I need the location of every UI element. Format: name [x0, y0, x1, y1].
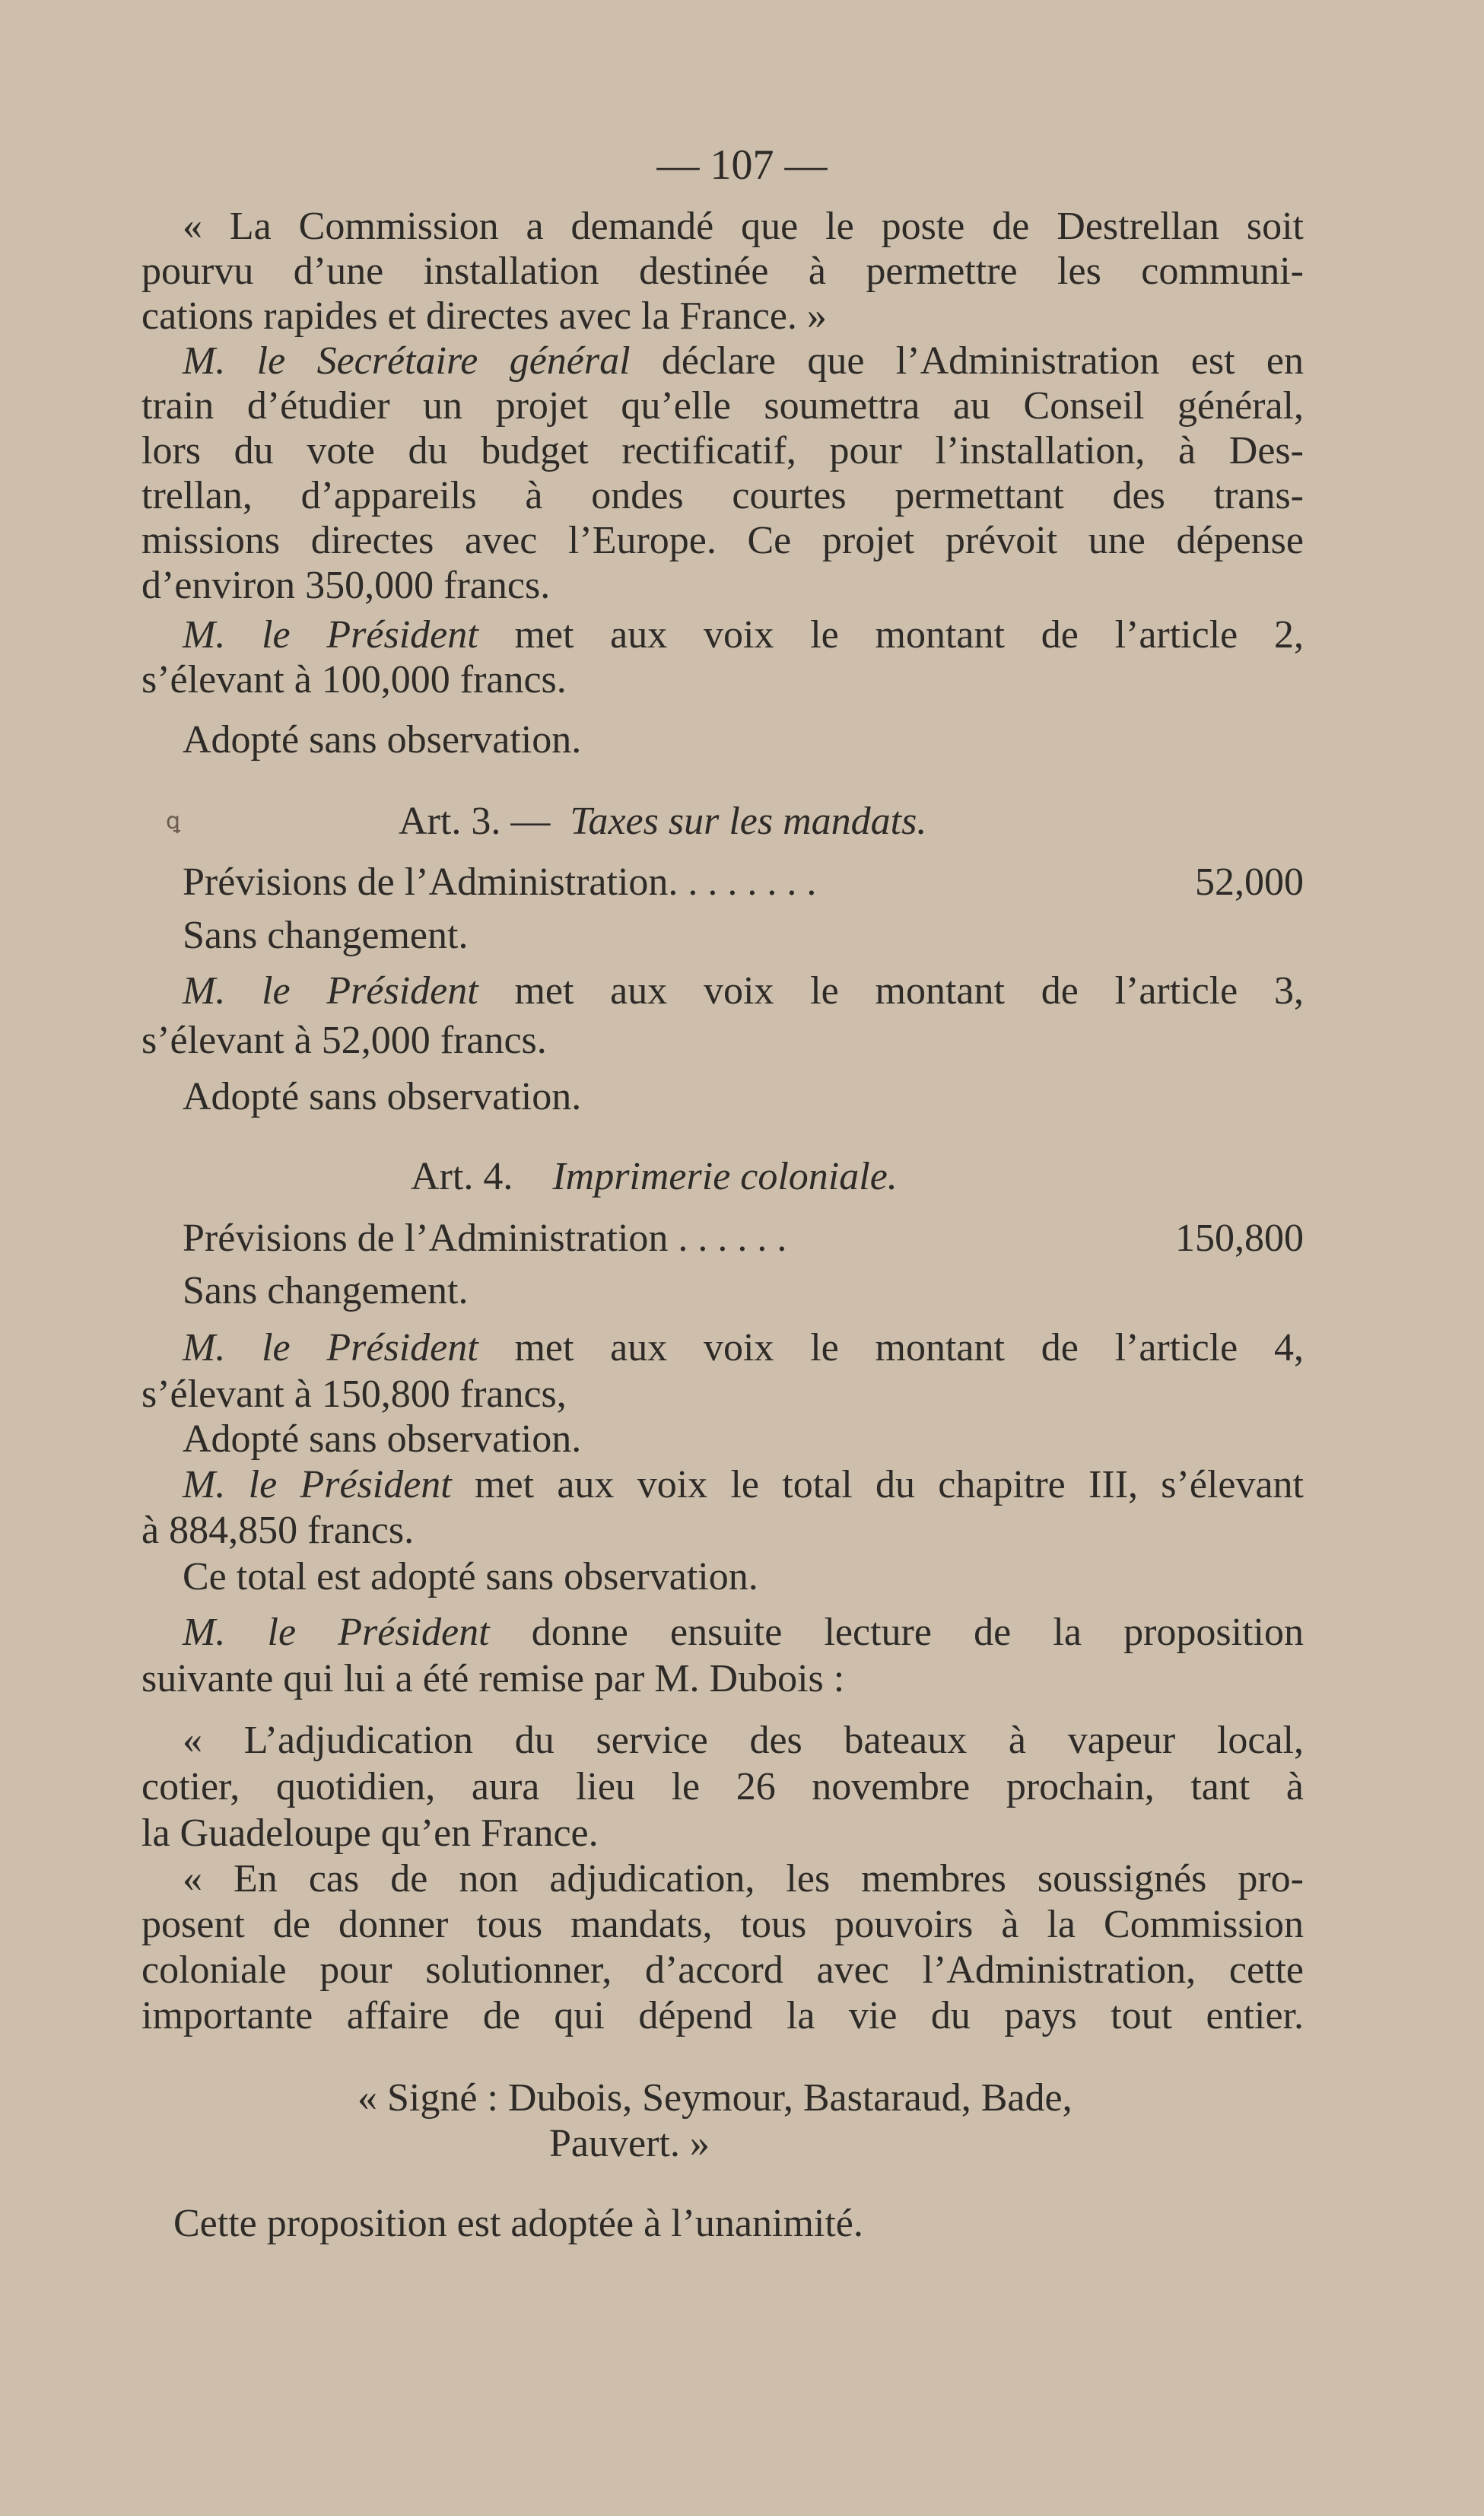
text-line: M. le Secrétaire général déclare que l’Administration est en	[183, 339, 1304, 383]
text-line: M. le Président met aux voix le montant de l’article 3,	[183, 969, 1304, 1013]
text-line: Sans changement.	[183, 914, 469, 957]
speaker-name: M. le Président	[183, 1463, 452, 1506]
text-line: d’environ 350,000 francs.	[141, 564, 551, 607]
text-line: s’élevant à 100,000 francs.	[141, 658, 567, 701]
signatories: Pauvert. »	[549, 2122, 710, 2165]
text-line: « L’adjudication du service des bateaux à vapeur local,	[183, 1719, 1304, 1762]
speaker-name: M. le Président	[183, 613, 478, 657]
text-line: importante affaire de qui dépend la vie du pays tout entier.	[141, 1994, 1304, 2037]
text-line: Adopté sans observation.	[183, 1417, 582, 1461]
text-line: M. le Président met aux voix le montant de l’article 4,	[183, 1326, 1304, 1369]
text-line: « La Commission a demandé que le poste de Destrellan soit	[183, 205, 1304, 248]
speaker-name: M. le Président	[183, 1611, 490, 1654]
text-line: coloniale pour solutionner, d’accord avec l’Administration, cette	[141, 1948, 1304, 1992]
text-line: Ce total est adopté sans observation.	[183, 1555, 758, 1598]
text-line: M. le Président donne ensuite lecture de la proposition	[183, 1611, 1304, 1654]
text-line: Adopté sans observation.	[183, 1075, 582, 1118]
speaker-name: M. le Président	[183, 1326, 478, 1369]
text-line: trellan, d’appareils à ondes courtes permettant des trans-	[141, 474, 1304, 517]
forecast-row: Prévisions de l’Administration . . . . . . 150,800	[183, 1217, 1304, 1260]
speaker-name: M. le Secrétaire général	[183, 339, 631, 383]
text-line: s’élevant à 150,800 francs,	[141, 1373, 567, 1416]
forecast-row: Prévisions de l’Administration. . . . . . . . 52,000	[183, 860, 1304, 904]
text-line: s’élevant à 52,000 francs.	[141, 1019, 547, 1062]
text-line: M. le Président met aux voix le montant de l’article 2,	[183, 613, 1304, 657]
text-line: Sans changement.	[183, 1269, 469, 1312]
ink-mark: ꝗ	[166, 809, 181, 834]
text-line: suivante qui lui a été remise par M. Dubois :	[141, 1657, 845, 1700]
speaker-name: M. le Président	[183, 969, 478, 1013]
text-line: train d’étudier un projet qu’elle soumettra au Conseil général,	[141, 384, 1304, 428]
text-line: Adopté sans observation.	[183, 718, 582, 762]
text-line: lors du vote du budget rectificatif, pour l’installation, à Des-	[141, 429, 1304, 472]
article-heading: Art. 4. Imprimerie coloniale.	[411, 1155, 898, 1198]
text-line: « En cas de non adjudication, les membres soussignés pro-	[183, 1857, 1304, 1901]
text-line: missions directes avec l’Europe. Ce projet prévoit une dépense	[141, 519, 1304, 562]
article-heading: Art. 3. — Taxes sur les mandats.	[399, 800, 927, 843]
text-line: la Guadeloupe qu’en France.	[141, 1811, 599, 1855]
signatories: « Signé : Dubois, Seymour, Bastaraud, Bade,	[357, 2076, 1072, 2120]
text-line: posent de donner tous mandats, tous pouvoirs à la Commission	[141, 1903, 1304, 1946]
text-line: Cette proposition est adoptée à l’unanimité.	[173, 2202, 863, 2245]
text-line: à 884,850 francs.	[141, 1509, 415, 1552]
text-line: pourvu d’une installation destinée à permettre les communi-	[141, 250, 1304, 293]
text-line: cations rapides et directes avec la France. »	[141, 294, 827, 338]
page-number: — 107 —	[656, 142, 828, 189]
text-line: cotier, quotidien, aura lieu le 26 novembre prochain, tant à	[141, 1765, 1304, 1808]
text-line: M. le Président met aux voix le total du chapitre III, s’élevant	[183, 1463, 1304, 1506]
